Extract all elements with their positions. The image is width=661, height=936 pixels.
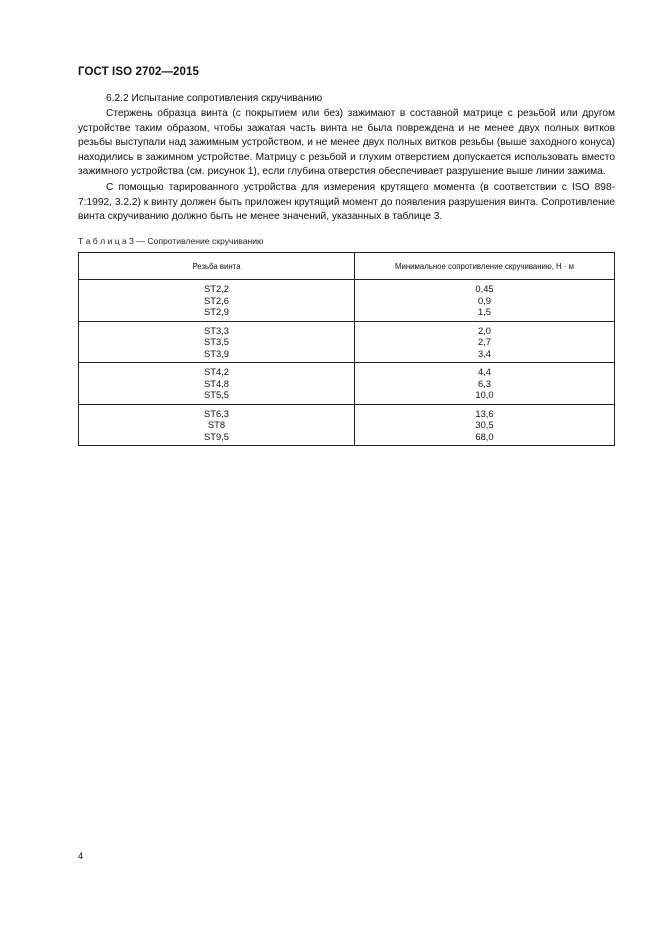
thread-value: ST2,9 — [203, 306, 229, 317]
thread-value: ST3,9 — [203, 347, 229, 359]
torque-value: 6,3 — [477, 377, 492, 389]
torque-value: 13,6 — [475, 407, 494, 419]
paragraph-clamping: Стержень образца винта (с покрытием или без) зажимают в составной матрице с резьбой или другом устройстве таким образом, чтобы зажатая часть винта не была повреждена и не менее двух полных витков резьбы выступали над зажимным устройством, и не менее двух полных витков резьбы (выше заходного конуса) находились в зажимном устройстве. Матрицу с резьбой и глухим отверстием допускается использовать вместо зажимного устройства (см. рисунок 1), если глубина отверстия обеспечивает разрушение выше линии зажима. — [78, 108, 615, 178]
thread-cell — [79, 280, 355, 322]
torque-value: 2,7 — [477, 336, 492, 347]
torsion-table — [78, 252, 615, 446]
thread-cell — [79, 363, 355, 405]
torque-cell — [355, 280, 615, 322]
thread-value: ST5,5 — [203, 389, 229, 400]
thread-cell — [79, 321, 355, 363]
table-row-group — [79, 280, 615, 322]
header-min-torque: Минимальное сопротивление скручиванию, Н · м — [355, 253, 615, 280]
torque-cell — [355, 404, 615, 446]
page-number: 4 — [78, 850, 84, 861]
thread-value: ST6,3 — [203, 407, 229, 419]
torque-value: 0,9 — [477, 294, 492, 306]
thread-value: ST3,5 — [203, 336, 229, 347]
torque-value: 30,5 — [475, 419, 494, 430]
table-row-group — [79, 321, 615, 363]
torque-value: 0,45 — [475, 283, 494, 294]
table-row-group — [79, 404, 615, 446]
thread-value: ST4,8 — [203, 377, 229, 389]
torque-cell — [355, 321, 615, 363]
section-title: 6.2.2 Испытание сопротивления скручиванию — [106, 93, 323, 104]
thread-value: ST2,2 — [203, 283, 229, 294]
thread-cell — [79, 404, 355, 446]
table-row-group — [79, 363, 615, 405]
torque-value: 68,0 — [475, 430, 494, 442]
torque-value: 10,0 — [475, 389, 494, 400]
torque-value: 1,5 — [477, 306, 492, 317]
table-caption: Т а б л и ц а 3 — Сопротивление скручиванию — [78, 236, 264, 246]
thread-value: ST4,2 — [203, 366, 229, 377]
torque-value: 2,0 — [477, 324, 492, 336]
thread-value: ST8 — [207, 419, 226, 430]
paragraph-torque: С помощью тарированного устройства для измерения крутящего момента (в соответствии с ISO 898-7:1992, 3.2.2) к винту должен быть приложен крутящий момент до появления разрушения винта. Сопротивление винта скручиванию должно быть не менее значений, указанных в таблице 3. — [78, 182, 615, 223]
torque-cell — [355, 363, 615, 405]
torque-value: 3,4 — [477, 347, 492, 359]
thread-value: ST3,3 — [203, 324, 229, 336]
thread-value: ST2,6 — [203, 294, 229, 306]
thread-value: ST9,5 — [203, 430, 229, 442]
torque-value: 4,4 — [477, 366, 492, 377]
table-header-row — [79, 253, 615, 280]
header-thread: Резьба винта — [79, 253, 355, 280]
document-header: ГОСТ ISO 2702—2015 — [78, 66, 200, 78]
